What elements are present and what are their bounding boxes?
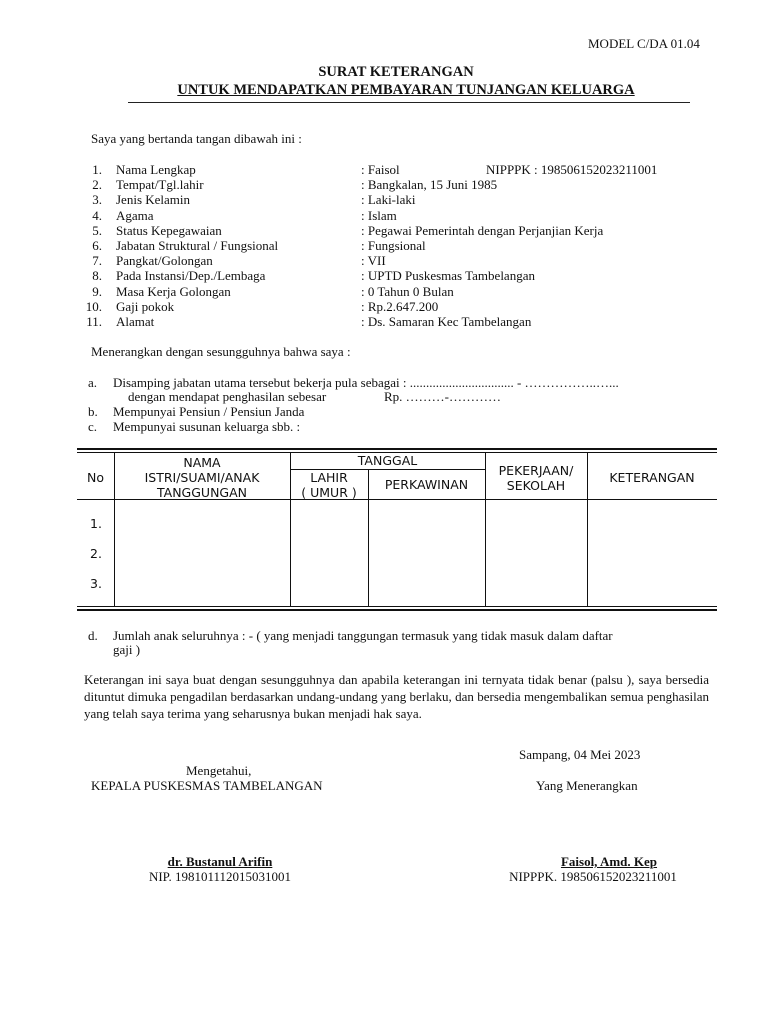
point-d-text-cont: gaji ) (113, 642, 141, 657)
field-value: : Islam (361, 207, 397, 223)
field-label: Status Kepegawaian (116, 222, 222, 238)
field-number: 9. (92, 283, 102, 299)
head-signatory-id: NIP. 198101112015031001 (148, 869, 292, 884)
table-header-no: No (87, 470, 104, 485)
field-number: 2. (92, 177, 102, 193)
field-number: 3. (92, 192, 102, 208)
field-number: 1. (92, 162, 102, 177)
title-divider (128, 102, 690, 103)
field-value: : Bangkalan, 15 Juni 1985 (361, 177, 498, 193)
point-c-letter: c. (88, 419, 98, 434)
table-header-lahir (290, 470, 368, 500)
table-row-number: 1. (90, 516, 102, 531)
table-header-pekerjaan-line: PEKERJAAN/ (498, 463, 574, 478)
head-title-label: KEPALA PUSKESMAS TAMBELANGAN (91, 778, 323, 793)
point-a-income-label: dengan mendapat penghasilan sebesar (128, 389, 327, 404)
table-header-tanggal: TANGGAL (357, 453, 418, 468)
field-value: : 0 Tahun 0 Bulan (361, 283, 454, 299)
field-value: : Faisol (361, 162, 400, 177)
declaration-intro: Menerangkan dengan sesungguhnya bahwa saya : (91, 344, 351, 359)
field-number: 7. (92, 253, 102, 269)
field-number: 11. (86, 314, 102, 329)
declarant-signatory-name: Faisol, Amd. Kep (560, 854, 658, 869)
table-row-number: 3. (90, 576, 102, 591)
point-b-text: Mempunyai Pensiun / Pensiun Janda (113, 404, 305, 419)
field-number: 10. (85, 298, 102, 314)
document-title: SURAT KETERANGAN (318, 64, 474, 80)
field-label: Jenis Kelamin (116, 192, 191, 208)
field-number: 5. (92, 222, 102, 238)
table-bottom-border (77, 609, 717, 611)
field-value: : Laki-laki (361, 192, 416, 208)
declarant-label: Yang Menerangkan (536, 778, 638, 793)
field-value: : Rp.2.647.200 (361, 298, 439, 314)
table-bottom-border-inner (77, 606, 717, 607)
declarant-signatory-id: NIPPPK. 198506152023211001 (509, 869, 677, 884)
point-a-letter: a. (88, 375, 98, 390)
field-label: Pada Instansi/Dep./Lembaga (116, 268, 266, 284)
table-header-name-line: ISTRI/SUAMI/ANAK (144, 470, 260, 485)
form-model-code: MODEL C/DA 01.04 (588, 36, 700, 51)
table-header-pekerjaan (485, 463, 587, 493)
field-value: : Pegawai Pemerintah dengan Perjanjian Kerja (361, 222, 604, 238)
field-value: : Ds. Samaran Kec Tambelangan (361, 314, 532, 329)
field-value: : VII (361, 253, 386, 269)
field-label: Agama (116, 207, 154, 223)
table-header-name-line: NAMA (183, 455, 221, 470)
field-number: 6. (92, 238, 102, 253)
place-date: Sampang, 04 Mei 2023 (519, 747, 641, 762)
field-label: Nama Lengkap (116, 162, 196, 177)
field-number: 8. (92, 268, 102, 284)
point-b-letter: b. (88, 404, 98, 419)
intro-text: Saya yang bertanda tangan dibawah ini : (91, 131, 302, 146)
field-number: 4. (92, 207, 102, 223)
table-header-lahir-line: ( UMUR ) (301, 485, 357, 500)
point-a-text: Disamping jabatan utama tersebut bekerja pula sebagai : ................................ - ……………..…... (113, 375, 619, 390)
point-c-text: Mempunyai susunan keluarga sbb. : (113, 419, 301, 434)
field-label: Gaji pokok (116, 298, 175, 314)
table-header-keterangan: KETERANGAN (609, 470, 695, 485)
field-label: Masa Kerja Golongan (116, 283, 231, 299)
point-d-text: Jumlah anak seluruhnya : - ( yang menjadi tanggungan termasuk yang tidak masuk dalam daftar (113, 628, 613, 643)
head-signatory-name: dr. Bustanul Arifin (167, 854, 273, 869)
table-header-pekerjaan-line: SEKOLAH (506, 478, 566, 493)
acknowledge-label: Mengetahui, (186, 763, 252, 778)
table-header-name-line: TANGGUNGAN (156, 485, 248, 500)
document-subtitle: UNTUK MENDAPATKAN PEMBAYARAN TUNJANGAN KELUARGA (177, 82, 635, 98)
field-label: Jabatan Struktural / Fungsional (116, 238, 279, 253)
field-value: : Fungsional (361, 238, 426, 253)
table-top-border (77, 448, 717, 450)
table-header-perkawinan: PERKAWINAN (384, 477, 469, 492)
point-a-income-value: Rp. ………-………… (384, 389, 501, 404)
field-label: Tempat/Tgl.lahir (116, 177, 204, 193)
field-label: Pangkat/Golongan (116, 253, 213, 269)
field-label: Alamat (116, 314, 155, 329)
table-header-name (114, 455, 290, 500)
field-extra: NIPPPK : 198506152023211001 (486, 162, 658, 177)
field-value: : UPTD Puskesmas Tambelangan (361, 268, 535, 284)
point-d-letter: d. (88, 628, 98, 643)
statement-paragraph: Keterangan ini saya buat dengan sesungguhnya dan apabila keterangan ini ternyata tidak benar (palsu ), saya bersedia dituntut dimuka pengadilan berdasarkan undang-undang yang berlaku, dan bersedia mengembalikan semua penghasilan yang telah saya terima yang seharusnya bukan menjadi hak saya. (84, 672, 709, 721)
table-header-lahir-line: LAHIR (310, 470, 348, 485)
table-row-number: 2. (90, 546, 102, 561)
